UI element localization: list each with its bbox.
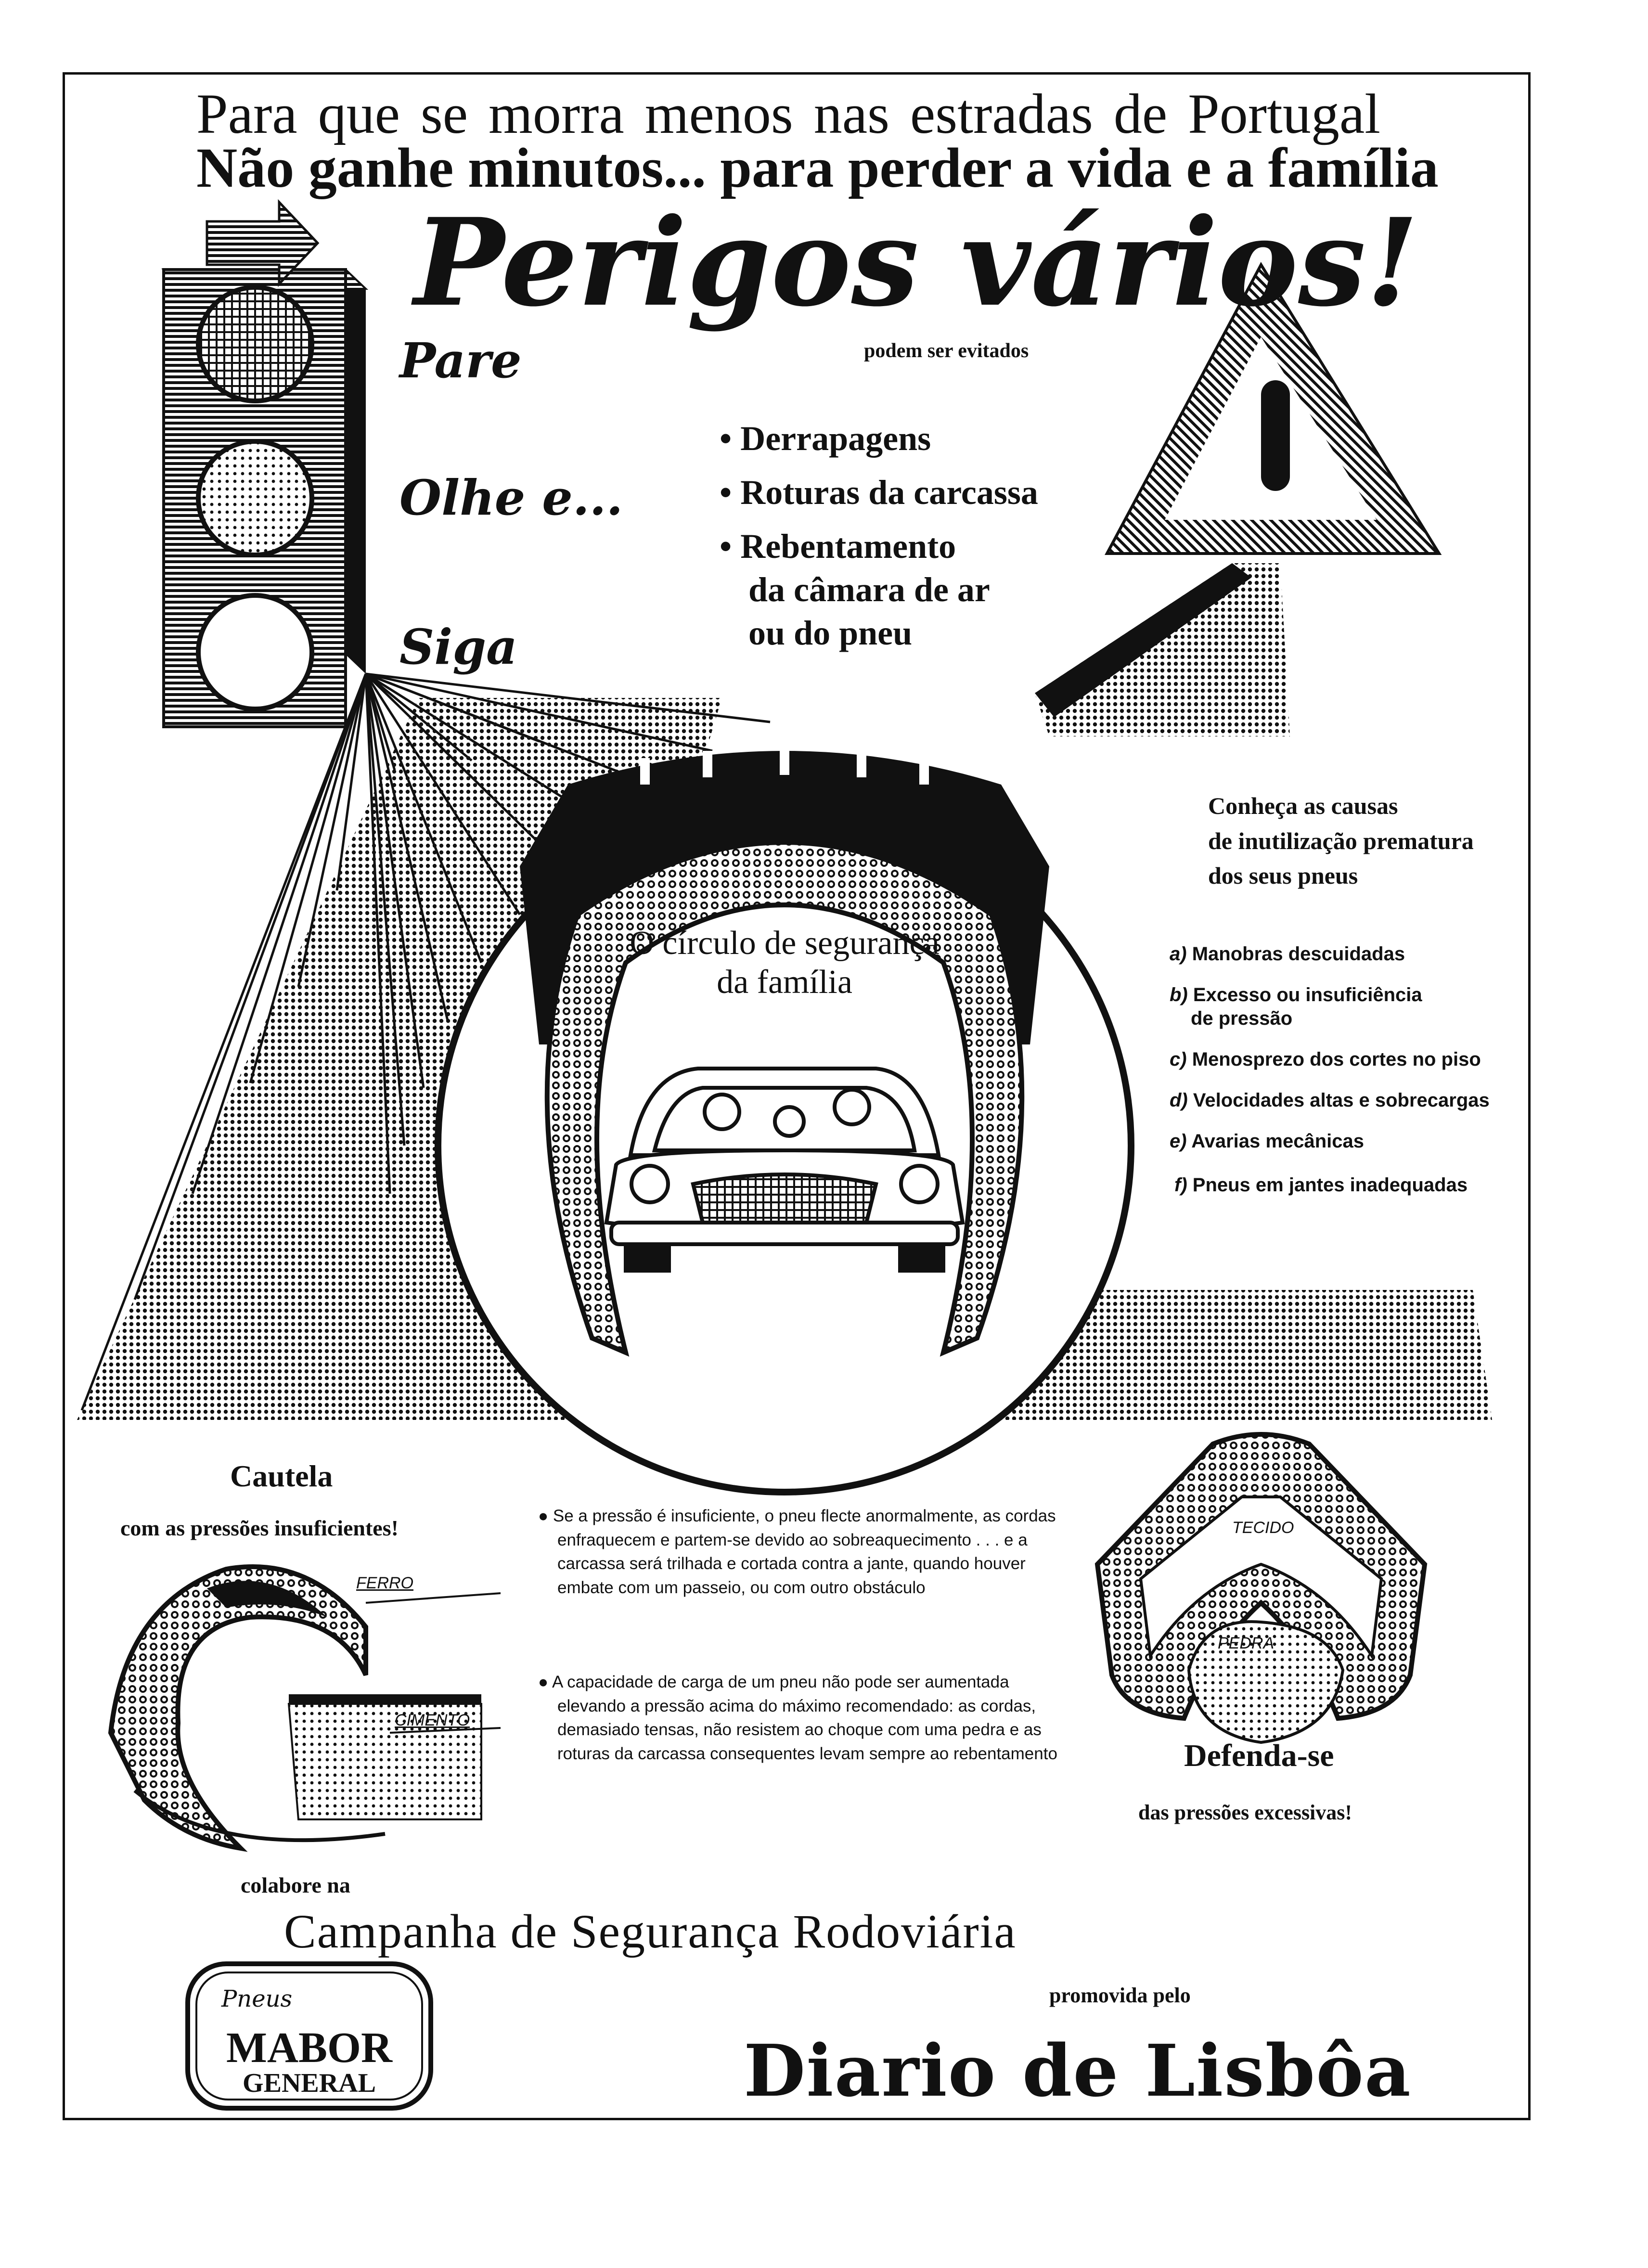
circle-caption-line-2: da família xyxy=(717,963,852,1001)
hazard-item: • Roturas da carcassa xyxy=(720,473,1038,512)
pressure-note: ● A capacidade de carga de um pneu não pode ser aumentada elevando a pressão acima do máximo recomendado: as cordas, demasiado tensas, não resistem ao choque com uma pedra e as roturas da carcassa consequentes levam sempre ao rebentamento xyxy=(538,1673,1057,1764)
headline-line-1: Para que se morra menos nas estradas de Portugal xyxy=(196,82,1380,145)
cimento-label: CIMENTO xyxy=(395,1711,470,1729)
circle-caption xyxy=(592,924,977,1002)
pedra-label: PEDRA xyxy=(1218,1634,1275,1652)
road-ramp xyxy=(1035,563,1290,736)
olhe-label: Olhe e... xyxy=(399,469,623,526)
cause-item-continued: de pressão xyxy=(1191,1008,1293,1029)
circle-caption-line-1: O círculo de segurança xyxy=(630,925,940,962)
newspaper-masthead: Diario de Lisbôa xyxy=(744,2029,1412,2113)
hero-subtitle: podem ser evitados xyxy=(864,340,1029,362)
cause-item: e) Avarias mecânicas xyxy=(1170,1131,1364,1152)
ferro-label: FERRO xyxy=(356,1574,413,1592)
cautela-tire-illustration xyxy=(111,1567,501,1848)
defenda-subtitle: das pressões excessivas! xyxy=(1138,1801,1352,1824)
amber-lamp xyxy=(198,441,312,555)
cause-item: b) Excesso ou insuficiência xyxy=(1170,984,1422,1005)
causes-intro-line: Conheça as causas xyxy=(1208,792,1398,819)
hazard-item-continued: ou do pneu xyxy=(748,614,913,652)
green-lamp xyxy=(198,595,312,709)
campaign-promoted: promovida pelo xyxy=(1049,1984,1191,2007)
cautela-subtitle: com as pressões insuficientes! xyxy=(120,1516,399,1540)
logo-brand: MABOR xyxy=(226,2024,392,2072)
defenda-tire-illustration xyxy=(1097,1434,1425,1742)
hazard-item-continued: da câmara de ar xyxy=(748,570,990,609)
cause-item: c) Menosprezo dos cortes no piso xyxy=(1170,1049,1481,1070)
headline-line-2: Não ganhe minutos... para perder a vida e a família xyxy=(196,136,1439,199)
causes-intro-line: dos seus pneus xyxy=(1208,862,1358,889)
red-lamp xyxy=(198,287,312,401)
exclamation-icon xyxy=(1261,380,1290,491)
campaign-pre: colabore na xyxy=(241,1873,350,1897)
cause-item: f) Pneus em jantes inadequadas xyxy=(1174,1174,1468,1196)
cautela-title: Cautela xyxy=(230,1459,333,1493)
defenda-title: Defenda-se xyxy=(1184,1738,1334,1773)
pressure-note: ● Se a pressão é insuficiente, o pneu flecte anormalmente, as cordas enfraquecem e partem-se devido ao sobreaquecimento . . . e a carcassa será trilhada e cortada contra a jante, quando houver embate com um passeio, ou com outro obstáculo xyxy=(538,1507,1056,1598)
siga-label: Siga xyxy=(399,619,517,675)
traffic-light xyxy=(164,202,366,727)
pare-label: Pare xyxy=(399,332,522,389)
cause-item: d) Velocidades altas e sobrecargas xyxy=(1170,1090,1490,1111)
hazard-item: • Derrapagens xyxy=(720,419,931,458)
causes-intro xyxy=(1208,788,1474,893)
car-illustration xyxy=(606,1069,963,1271)
logo-sub: GENERAL xyxy=(243,2068,376,2098)
hazard-item: • Rebentamento xyxy=(720,527,956,566)
tecido-label: TECIDO xyxy=(1232,1519,1294,1537)
causes-list xyxy=(1170,943,1516,1196)
logo-brand-script: Pneus xyxy=(221,1985,293,2012)
cause-item: a) Manobras descuidadas xyxy=(1170,943,1405,965)
campaign-name: Campanha de Segurança Rodoviária xyxy=(284,1905,1017,1958)
causes-intro-line: de inutilização prematura xyxy=(1208,827,1474,854)
hero-title: Perigos vários! xyxy=(414,192,1419,333)
